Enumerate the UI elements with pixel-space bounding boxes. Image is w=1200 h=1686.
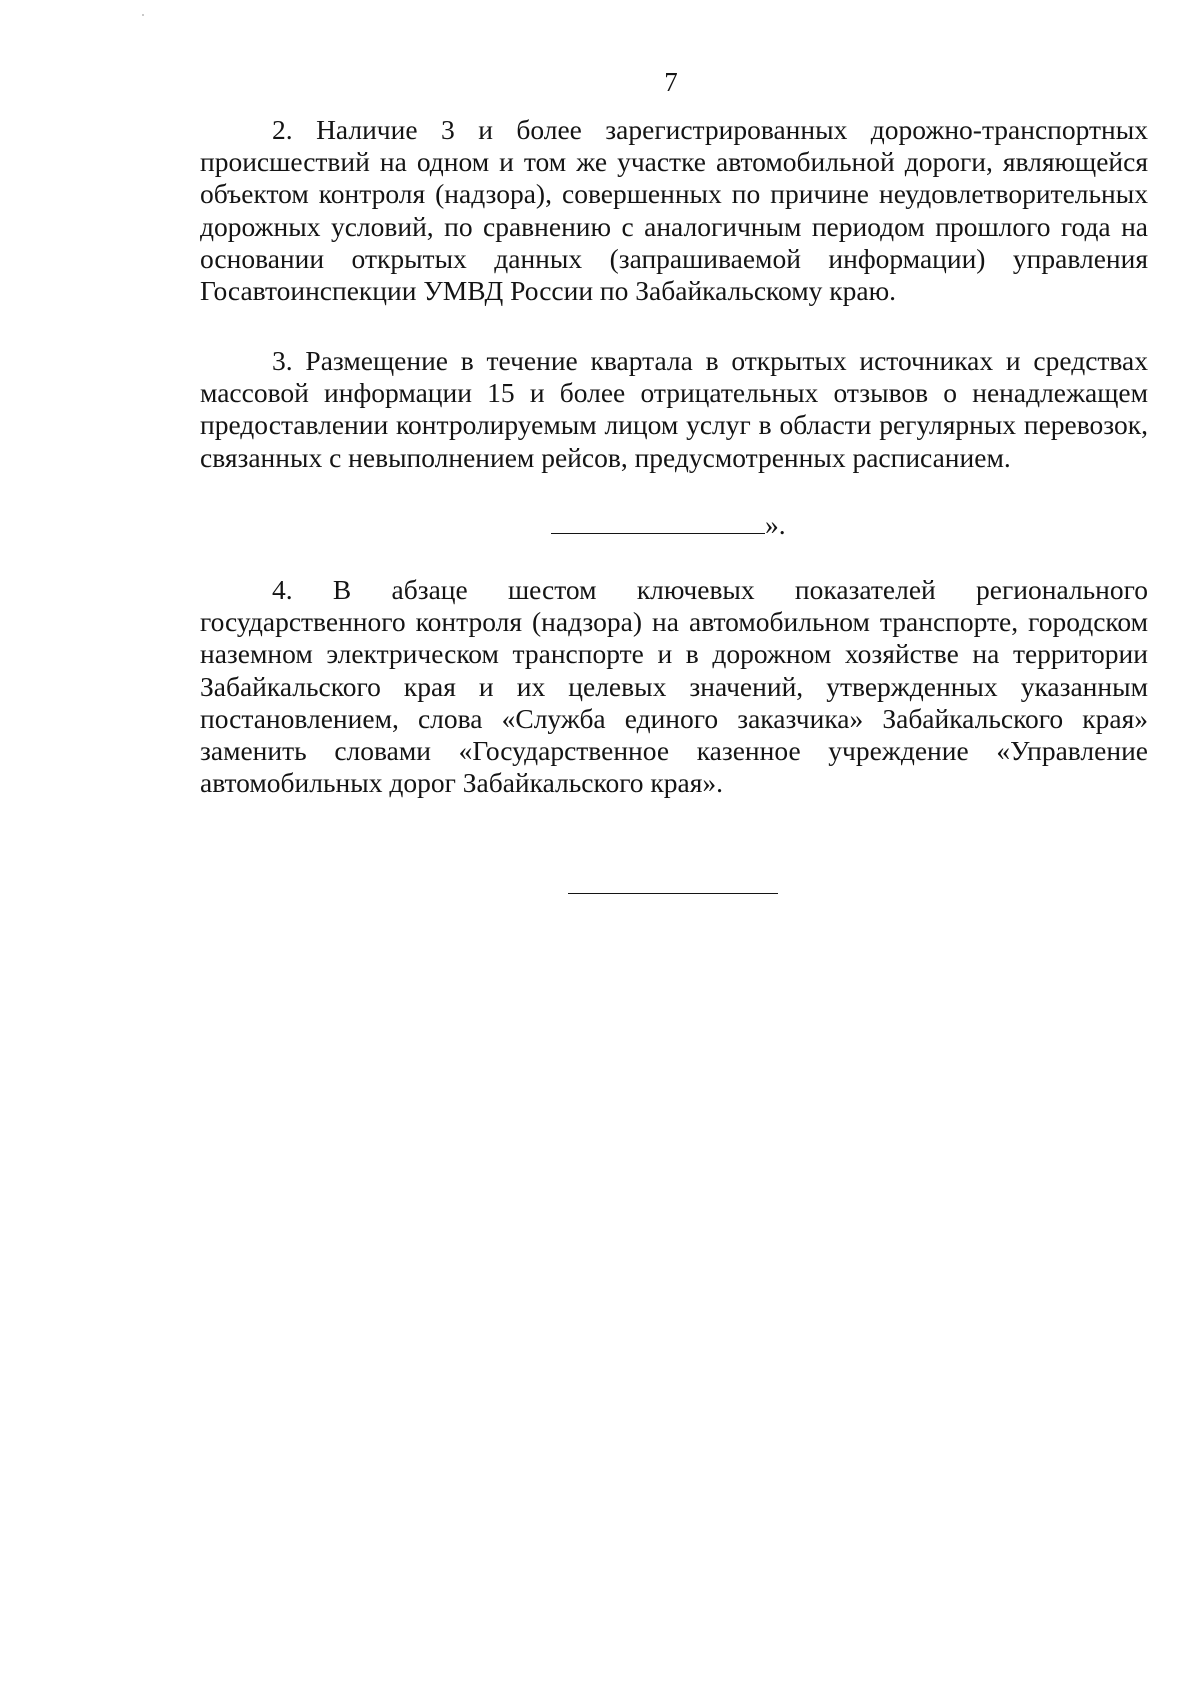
closing-quote-line bbox=[551, 509, 786, 541]
paragraph-item-2 bbox=[200, 114, 1148, 307]
paragraph-item-3-text: 3. Размещение в течение квартала в открытых источниках и средствах массовой информации 15 и более отрицательных отзывов о ненадлежащем предоставлении контролируемым лицом услуг в области регулярных перевозок, связанных с невыполнением рейсов, предусмотренных расписанием. bbox=[200, 345, 1148, 473]
paragraph-item-2-text: 2. Наличие 3 и более зарегистрированных дорожно-транспортных происшествий на одном и том же участке автомобильной дороги, являющейся объектом контроля (надзора), совершенных по причине неудовлетворительных дорожных условий, по сравнению с аналогичным периодом прошлого года на основании открытых данных (запрашиваемой информации) управления Госавтоинспекции УМВД России по Забайкальскому краю. bbox=[200, 114, 1148, 307]
page-number: 7 bbox=[664, 67, 678, 97]
end-of-document-rule bbox=[568, 893, 778, 894]
paragraph-item-4 bbox=[200, 574, 1148, 799]
closing-quote-mark: ». bbox=[765, 509, 786, 540]
paragraph-item-4-text: 4. В абзаце шестом ключевых показателей регионального государственного контроля (надзора) на автомобильном транспорте, городском наземном электрическом транспорте и в дорожном хозяйстве на территории Забайкальского края и их целевых значений, утвержденных указанным постановлением, слова «Служба единого заказчика» Забайкальского края» заменить словами «Государственное казенное учреждение «Управление автомобильных дорог Забайкальского края». bbox=[200, 574, 1148, 799]
scan-speck bbox=[142, 14, 144, 16]
closing-underline bbox=[551, 532, 765, 534]
paragraph-item-3 bbox=[200, 345, 1148, 474]
